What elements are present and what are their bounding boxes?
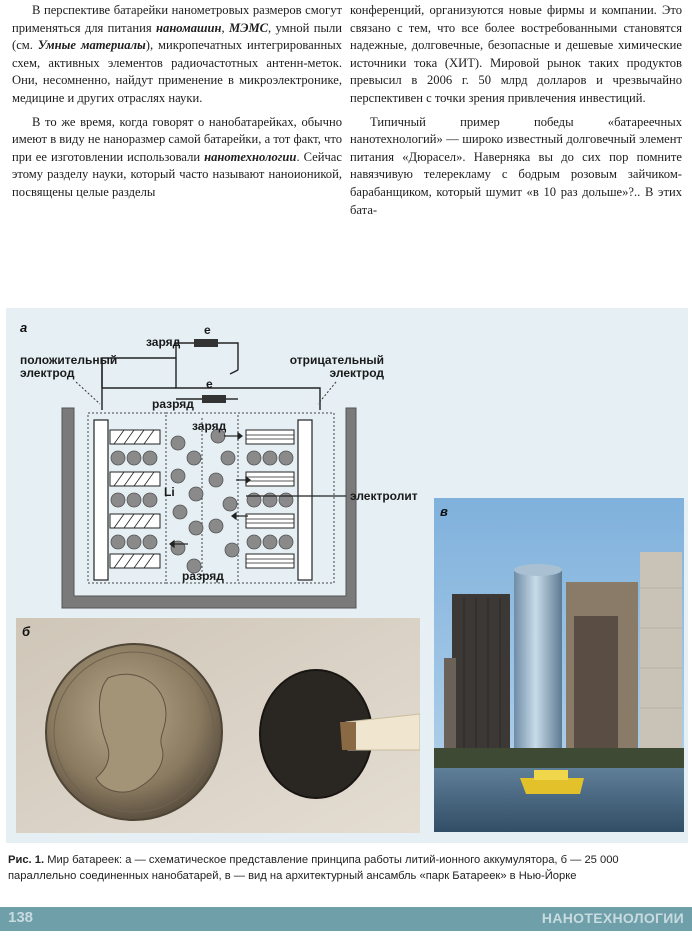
page-number: 138 xyxy=(8,909,34,926)
term-link-mems[interactable]: МЭМС xyxy=(229,20,269,35)
paragraph: Типичный пример победы «батареечных нанотехнологий» — широко известный долговечный элемент питания «Дюрасел». Наверняка вы до сих пор помните навязчивую телерекламу с бодрым розовым зайчиком-барабанщиком, который шумит «в 10 раз дольше»?.. В этих бата- xyxy=(350,114,682,217)
label-negative-electrode: отрицательный электрод xyxy=(289,353,384,380)
label-electrolyte: электролит xyxy=(350,489,418,503)
text-run: В перспективе батарейки нанометровых размеров смогут применяться для питания xyxy=(12,3,342,35)
panel-letter-b: б xyxy=(22,624,31,639)
paragraph xyxy=(12,2,342,108)
left-column xyxy=(12,2,342,202)
label-charge-inner: заряд xyxy=(192,419,227,433)
text-run: В то же время, когда говорят о нанобатарейках, обычно имеют в виду не наноразмер самой батарейки, а тот факт, что при ее изготовлении использовали xyxy=(12,114,342,164)
panel-v-photo xyxy=(434,498,684,832)
label-positive-electrode: положительный электрод xyxy=(20,353,118,380)
label-discharge-top: разряд xyxy=(152,397,194,411)
term-link-nanomachines[interactable]: наномашин xyxy=(156,20,222,35)
page-footer xyxy=(0,907,692,931)
text-run: , xyxy=(221,20,230,35)
caption-text: Мир батареек: а — схематическое представление принципа работы литий-ионного аккумулятора, б — 25 000 параллельно соединенных нанобатарей, в — вид на архитектурный ансамбль «парк Батареек» в Нью-Йорке xyxy=(8,854,619,882)
term-link-nanotechnology[interactable]: нанотехнологии xyxy=(204,149,297,164)
panel-letter-v: в xyxy=(440,504,448,519)
label-electron-bottom: e xyxy=(206,377,213,391)
term-link-smart-materials[interactable]: Умные материалы xyxy=(37,38,146,53)
text-run: . Сейчас этому разделу науки, который часто называют наноионикой, посвящены целые разделы xyxy=(12,149,342,199)
label-li: Li xyxy=(164,485,175,499)
figure xyxy=(6,308,688,843)
running-head: НАНОТЕХНОЛОГИИ xyxy=(541,910,684,926)
paragraph xyxy=(12,114,342,202)
coin-and-battery-image xyxy=(16,618,420,833)
text-run: ), микропечатных интегрированных схем, активных элементов радиочастотных антенн-меток. Они, несомненно, найдут применение в микроэлектронике, медицине и других отраслях науки. xyxy=(12,38,342,105)
right-column xyxy=(350,2,682,219)
paragraph: конференций, организуются новые фирмы и компании. Это связано с тем, что все более востребованными становятся надежные, долговечные, безопасные и дешевые химические источники тока (ХИТ). Мировой рынок таких продуктов превысил в 2006 г. 50 млрд долларов и чрезвычайно перспективен с точки зрения привлечения инвестиций. xyxy=(350,3,682,105)
label-electron-top: e xyxy=(204,323,211,337)
panel-b-photo xyxy=(16,618,420,833)
label-discharge-inner: разряд xyxy=(182,569,224,583)
label-charge-top: заряд xyxy=(146,335,181,349)
figure-number: Рис. 1. xyxy=(8,854,45,866)
text-run: , умной пыли (см. xyxy=(12,20,342,53)
panel-letter-a: а xyxy=(20,320,28,335)
skyline-image xyxy=(434,498,684,832)
figure-caption xyxy=(8,852,688,884)
panel-a-schematic xyxy=(6,308,426,613)
